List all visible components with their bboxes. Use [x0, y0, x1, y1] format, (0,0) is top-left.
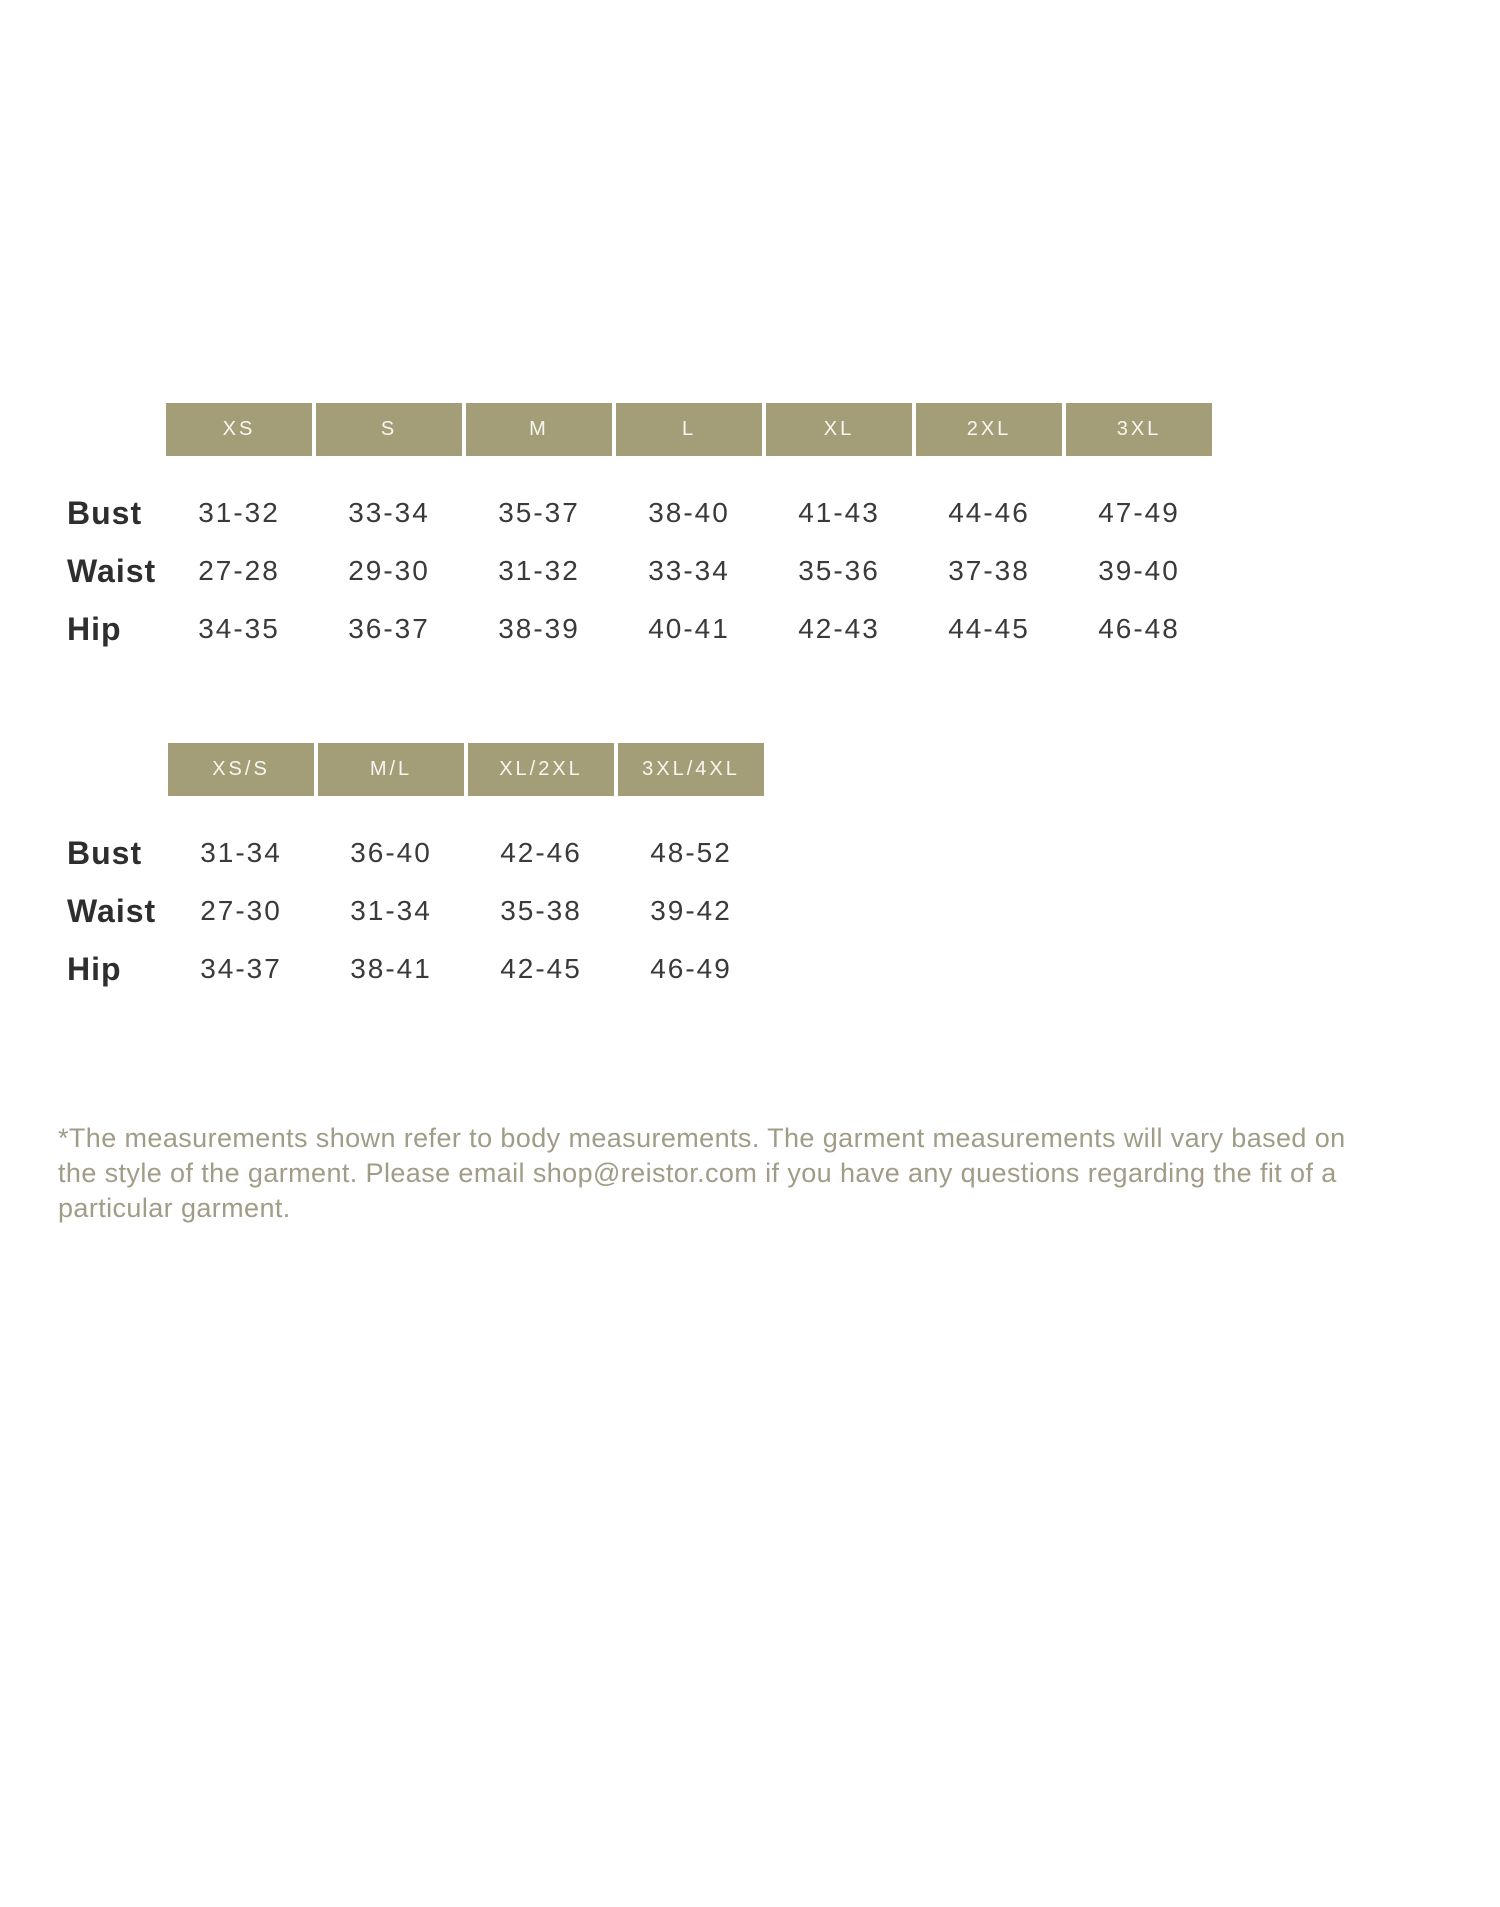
measurement-value-cell: 33-34 — [648, 555, 730, 586]
measurement-value-cell: 48-52 — [650, 837, 732, 868]
measurement-value-cell: 33-34 — [348, 497, 430, 528]
measurements-footnote — [58, 1121, 1448, 1226]
measurement-label-bust: Bust — [67, 834, 143, 871]
measurement-value-cell: 27-28 — [198, 555, 280, 586]
measurement-value-cell: 46-49 — [650, 953, 732, 984]
footnote-line: *The measurements shown refer to body measurements. The garment measurements will vary based on — [58, 1123, 1346, 1153]
size-header-cell: S — [316, 403, 462, 456]
measurement-value-cell: 39-40 — [1098, 555, 1180, 586]
measurement-value-cell: 36-40 — [350, 837, 432, 868]
measurement-value-cell: 27-30 — [200, 895, 282, 926]
table-header-gap — [55, 456, 1212, 484]
measurement-value-cell: 31-34 — [200, 837, 282, 868]
size-header-cell: XL — [766, 403, 912, 456]
table-header-gap — [55, 796, 764, 824]
measurement-value-cell: 46-48 — [1098, 613, 1180, 644]
measurement-label-waist: Waist — [67, 552, 157, 589]
measurement-label-hip: Hip — [67, 950, 122, 987]
size-header-cell: 2XL — [916, 403, 1062, 456]
measurement-value-cell: 41-43 — [798, 497, 880, 528]
measurement-value-cell: 31-34 — [350, 895, 432, 926]
size-header-cell: XS/S — [168, 743, 314, 796]
size-table-lettered — [55, 403, 1212, 658]
measurement-value-cell: 37-38 — [948, 555, 1030, 586]
footnote-line: the style of the garment. Please email shop@reistor.com if you have any questions regarding the fit of a — [58, 1158, 1337, 1188]
measurement-value-cell: 44-45 — [948, 613, 1030, 644]
table-corner-spacer — [55, 403, 162, 456]
measurement-value-cell: 35-37 — [498, 497, 580, 528]
size-header-cell: 3XL — [1066, 403, 1212, 456]
footnote-line: particular garment. — [58, 1193, 291, 1223]
measurement-value-cell: 36-37 — [348, 613, 430, 644]
measurement-value-cell: 38-40 — [648, 497, 730, 528]
size-table-combined — [55, 743, 764, 998]
measurement-value-cell: 42-46 — [500, 837, 582, 868]
size-header-cell: 3XL/4XL — [618, 743, 764, 796]
size-header-cell: M/L — [318, 743, 464, 796]
measurement-value-cell: 34-35 — [198, 613, 280, 644]
measurement-label-bust: Bust — [67, 494, 143, 531]
measurement-value-cell: 31-32 — [198, 497, 280, 528]
measurement-value-cell: 39-42 — [650, 895, 732, 926]
measurement-value-cell: 44-46 — [948, 497, 1030, 528]
size-header-cell: M — [466, 403, 612, 456]
measurement-value-cell: 40-41 — [648, 613, 730, 644]
measurement-value-cell: 31-32 — [498, 555, 580, 586]
measurement-label-waist: Waist — [67, 892, 157, 929]
measurement-value-cell: 35-38 — [500, 895, 582, 926]
measurement-value-cell: 38-41 — [350, 953, 432, 984]
measurement-label-hip: Hip — [67, 610, 122, 647]
measurement-value-cell: 29-30 — [348, 555, 430, 586]
size-header-cell: L — [616, 403, 762, 456]
table-corner-spacer — [55, 743, 164, 796]
size-header-cell: XL/2XL — [468, 743, 614, 796]
measurement-value-cell: 34-37 — [200, 953, 282, 984]
measurement-value-cell: 35-36 — [798, 555, 880, 586]
size-header-cell: XS — [166, 403, 312, 456]
measurement-value-cell: 42-45 — [500, 953, 582, 984]
measurement-value-cell: 47-49 — [1098, 497, 1180, 528]
measurement-value-cell: 38-39 — [498, 613, 580, 644]
measurement-value-cell: 42-43 — [798, 613, 880, 644]
